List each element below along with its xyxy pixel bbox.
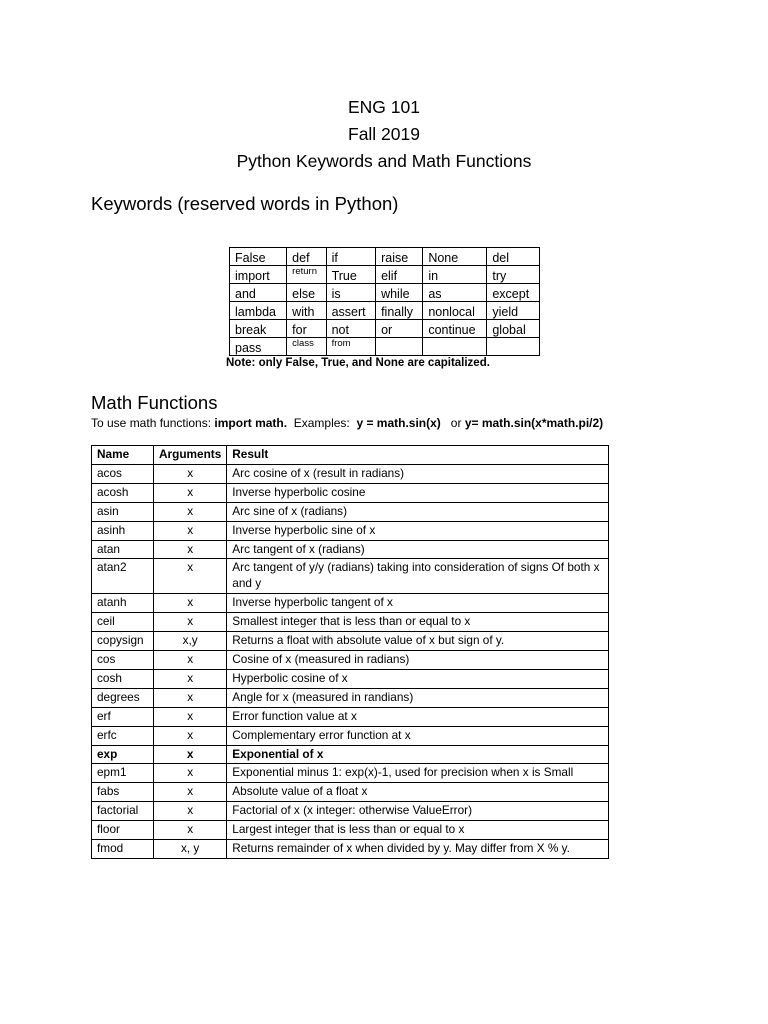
keyword-cell: global [487, 320, 540, 338]
document-title: Python Keywords and Math Functions [236, 151, 532, 171]
function-args-cell: x, y [154, 840, 227, 859]
function-result-cell: Complementary error function at x [227, 726, 609, 745]
function-args-cell: x [154, 540, 227, 559]
function-name-cell: epm1 [92, 764, 154, 783]
function-name-cell: atanh [92, 594, 154, 613]
keyword-cell: while [376, 284, 423, 302]
course-title: ENG 101 [348, 97, 420, 117]
function-name-cell: erf [92, 707, 154, 726]
function-result-cell: Arc tangent of x (radians) [227, 540, 609, 559]
function-result-cell: Inverse hyperbolic cosine [227, 483, 609, 502]
function-name-cell: factorial [92, 802, 154, 821]
intro-example-2: y= math.sin(x*math.pi/2) [464, 416, 604, 430]
keywords-table [229, 247, 540, 356]
keyword-cell: for [287, 320, 326, 338]
function-args-cell: x [154, 821, 227, 840]
table-row [92, 745, 609, 764]
keyword-cell: def [287, 248, 326, 266]
keyword-cell: is [326, 284, 376, 302]
keyword-cell [376, 338, 423, 356]
function-name-cell: acos [92, 464, 154, 483]
table-row [92, 502, 609, 521]
keyword-cell: None [423, 248, 487, 266]
function-result-cell: Arc cosine of x (result in radians) [227, 464, 609, 483]
function-name-cell: cosh [92, 669, 154, 688]
keyword-cell: raise [376, 248, 423, 266]
table-row [92, 650, 609, 669]
term-title: Fall 2019 [348, 124, 420, 144]
function-args-cell: x [154, 688, 227, 707]
keyword-cell: and [230, 284, 287, 302]
function-name-cell: atan [92, 540, 154, 559]
function-args-cell: x [154, 650, 227, 669]
table-row [92, 521, 609, 540]
function-result-cell: Cosine of x (measured in radians) [227, 650, 609, 669]
function-name-cell: degrees [92, 688, 154, 707]
function-args-cell: x [154, 521, 227, 540]
column-header-result: Result [227, 446, 609, 465]
keyword-cell: else [287, 284, 326, 302]
keyword-row [230, 302, 540, 320]
function-name-cell: acosh [92, 483, 154, 502]
function-result-cell: Arc tangent of y/y (radians) taking into consideration of signs Of both x and y [227, 559, 609, 594]
keyword-cell: class [287, 338, 326, 356]
function-args-cell: x [154, 594, 227, 613]
function-result-cell: Error function value at x [227, 707, 609, 726]
function-result-cell: Exponential minus 1: exp(x)-1, used for precision when x is Small [227, 764, 609, 783]
function-result-cell: Angle for x (measured in randians) [227, 688, 609, 707]
keyword-cell: or [376, 320, 423, 338]
function-args-cell: x [154, 726, 227, 745]
function-result-cell: Inverse hyperbolic tangent of x [227, 594, 609, 613]
keyword-row [230, 248, 540, 266]
function-args-cell: x,y [154, 632, 227, 651]
keyword-row [230, 338, 540, 356]
function-name-cell: erfc [92, 726, 154, 745]
table-row [92, 613, 609, 632]
keyword-cell: from [326, 338, 376, 356]
keyword-cell: break [230, 320, 287, 338]
keyword-cell: pass [230, 338, 287, 356]
keyword-cell: yield [487, 302, 540, 320]
table-row [92, 559, 609, 594]
function-result-cell: Exponential of x [227, 745, 609, 764]
math-intro [91, 416, 603, 430]
function-name-cell: ceil [92, 613, 154, 632]
keyword-cell [487, 338, 540, 356]
column-header-arguments: Arguments [154, 446, 227, 465]
table-row [92, 483, 609, 502]
function-args-cell: x [154, 707, 227, 726]
function-result-cell: Hyperbolic cosine of x [227, 669, 609, 688]
function-args-cell: x [154, 502, 227, 521]
intro-import: import math. [214, 416, 288, 430]
function-args-cell: x [154, 764, 227, 783]
function-result-cell: Returns remainder of x when divided by y. May differ from X % y. [227, 840, 609, 859]
keyword-cell: elif [376, 266, 423, 284]
keyword-row [230, 266, 540, 284]
table-row [92, 594, 609, 613]
keyword-cell: False [230, 248, 287, 266]
table-row [92, 783, 609, 802]
keyword-cell: not [326, 320, 376, 338]
function-args-cell: x [154, 783, 227, 802]
function-name-cell: cos [92, 650, 154, 669]
function-args-cell: x [154, 483, 227, 502]
table-row [92, 802, 609, 821]
function-name-cell: asin [92, 502, 154, 521]
function-args-cell: x [154, 559, 227, 594]
table-row [92, 726, 609, 745]
intro-example-1: y = math.sin(x) [356, 416, 441, 430]
function-name-cell: fmod [92, 840, 154, 859]
title-block [0, 94, 768, 175]
table-row [92, 821, 609, 840]
keyword-row [230, 284, 540, 302]
function-name-cell: asinh [92, 521, 154, 540]
function-args-cell: x [154, 613, 227, 632]
keyword-cell: del [487, 248, 540, 266]
keyword-cell: except [487, 284, 540, 302]
keyword-cell: nonlocal [423, 302, 487, 320]
function-result-cell: Factorial of x (x integer: otherwise ValueError) [227, 802, 609, 821]
keyword-cell: finally [376, 302, 423, 320]
math-functions-heading: Math Functions [91, 392, 218, 413]
keyword-cell: with [287, 302, 326, 320]
keyword-cell: as [423, 284, 487, 302]
table-row [92, 632, 609, 651]
column-header-name: Name [92, 446, 154, 465]
intro-examples-label: Examples: [287, 416, 357, 430]
function-name-cell: exp [92, 745, 154, 764]
keyword-cell: lambda [230, 302, 287, 320]
table-row [92, 840, 609, 859]
keyword-cell: import [230, 266, 287, 284]
function-name-cell: copysign [92, 632, 154, 651]
keyword-cell: continue [423, 320, 487, 338]
function-name-cell: atan2 [92, 559, 154, 594]
table-row [92, 707, 609, 726]
keyword-cell [423, 338, 487, 356]
math-functions-table [91, 445, 609, 859]
function-args-cell: x [154, 745, 227, 764]
keyword-cell: True [326, 266, 376, 284]
table-row [92, 540, 609, 559]
table-row [92, 669, 609, 688]
function-result-cell: Absolute value of a float x [227, 783, 609, 802]
keyword-cell: assert [326, 302, 376, 320]
table-row [92, 464, 609, 483]
intro-or: or [440, 416, 465, 430]
keyword-cell: return [287, 266, 326, 284]
table-row [92, 688, 609, 707]
function-name-cell: floor [92, 821, 154, 840]
function-args-cell: x [154, 464, 227, 483]
function-result-cell: Smallest integer that is less than or equal to x [227, 613, 609, 632]
keyword-row [230, 320, 540, 338]
keyword-cell: if [326, 248, 376, 266]
keyword-cell: in [423, 266, 487, 284]
table-row [92, 764, 609, 783]
keywords-heading: Keywords (reserved words in Python) [91, 193, 399, 214]
function-result-cell: Inverse hyperbolic sine of x [227, 521, 609, 540]
table-header-row [92, 446, 609, 465]
keyword-cell: try [487, 266, 540, 284]
function-result-cell: Returns a float with absolute value of x but sign of y. [227, 632, 609, 651]
function-args-cell: x [154, 802, 227, 821]
function-result-cell: Arc sine of x (radians) [227, 502, 609, 521]
function-args-cell: x [154, 669, 227, 688]
intro-prefix: To use math functions: [91, 416, 215, 430]
function-name-cell: fabs [92, 783, 154, 802]
keywords-note: Note: only False, True, and None are capitalized. [226, 357, 490, 369]
function-result-cell: Largest integer that is less than or equal to x [227, 821, 609, 840]
